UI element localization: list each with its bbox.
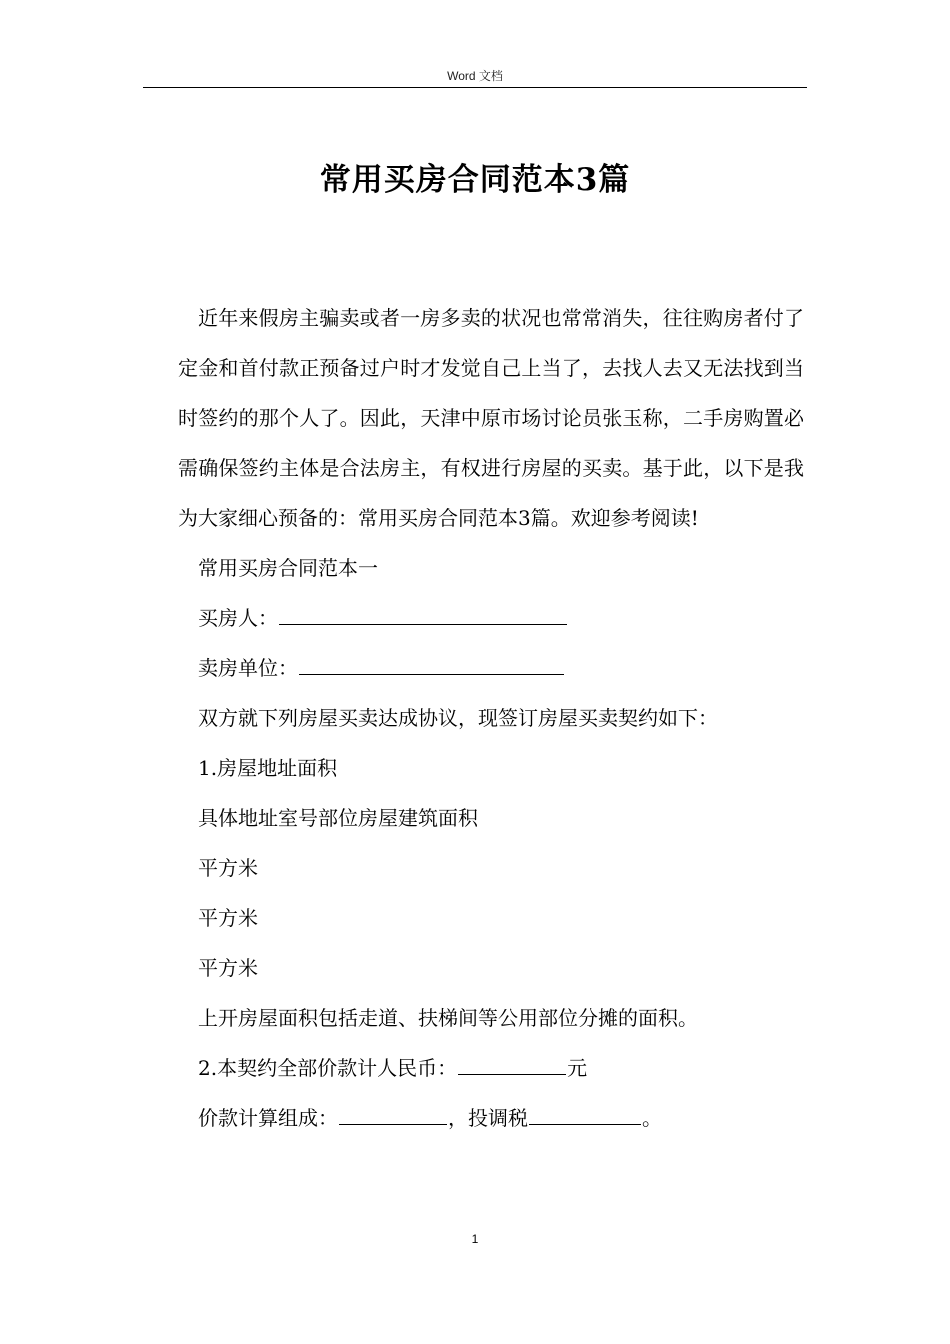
price-composition-line bbox=[178, 1093, 804, 1143]
header-divider bbox=[143, 87, 807, 88]
price-middle: ，投调税 bbox=[448, 1106, 528, 1130]
price-prefix: 价款计算组成： bbox=[198, 1106, 338, 1130]
document-header-label: Word 文档 bbox=[447, 69, 503, 83]
buyer-blank bbox=[279, 602, 567, 625]
clause-1-detail: 具体地址室号部位房屋建筑面积 bbox=[198, 806, 478, 830]
buyer-label: 买房人： bbox=[198, 606, 278, 630]
unit-row-3: 平方米 bbox=[198, 956, 258, 980]
seller-label: 卖房单位： bbox=[198, 656, 298, 680]
unit-row-1: 平方米 bbox=[198, 856, 258, 880]
page-number: 1 bbox=[471, 1232, 479, 1246]
seller-line bbox=[178, 643, 804, 693]
unit-row-2: 平方米 bbox=[198, 906, 258, 930]
buyer-line bbox=[178, 593, 804, 643]
section-heading: 常用买房合同范本一 bbox=[198, 556, 378, 580]
seller-blank bbox=[299, 652, 564, 675]
clause-2-line bbox=[178, 1043, 804, 1093]
tax-blank bbox=[529, 1102, 641, 1125]
document-title: 常用买房合同范本3篇 bbox=[319, 162, 631, 198]
clause-2-suffix: 元 bbox=[567, 1056, 588, 1080]
price-total-blank bbox=[458, 1052, 566, 1075]
price-composition-blank bbox=[339, 1102, 447, 1125]
clause-1-title: 1.房屋地址面积 bbox=[198, 756, 338, 780]
document-body bbox=[178, 293, 804, 1143]
price-suffix: 。 bbox=[642, 1106, 662, 1130]
intro-paragraph: 近年来假房主骗卖或者一房多卖的状况也常常消失，往往购房者付了定金和首付款正预备过户时才发觉自己上当了，去找人去又无法找到当时签约的那个人了。因此，天津中原市场讨论员张玉称，二手房购置必需确保签约主体是合法房主，有权进行房屋的买卖。基于此，以下是我为大家细心预备的：常用买房合同范本3篇。欢迎参考阅读! bbox=[178, 306, 804, 530]
clause-2-prefix: 2.本契约全部价款计人民币： bbox=[198, 1056, 458, 1080]
area-note: 上开房屋面积包括走道、扶梯间等公用部位分摊的面积。 bbox=[198, 1006, 698, 1030]
agreement-intro: 双方就下列房屋买卖达成协议，现签订房屋买卖契约如下： bbox=[198, 706, 718, 730]
